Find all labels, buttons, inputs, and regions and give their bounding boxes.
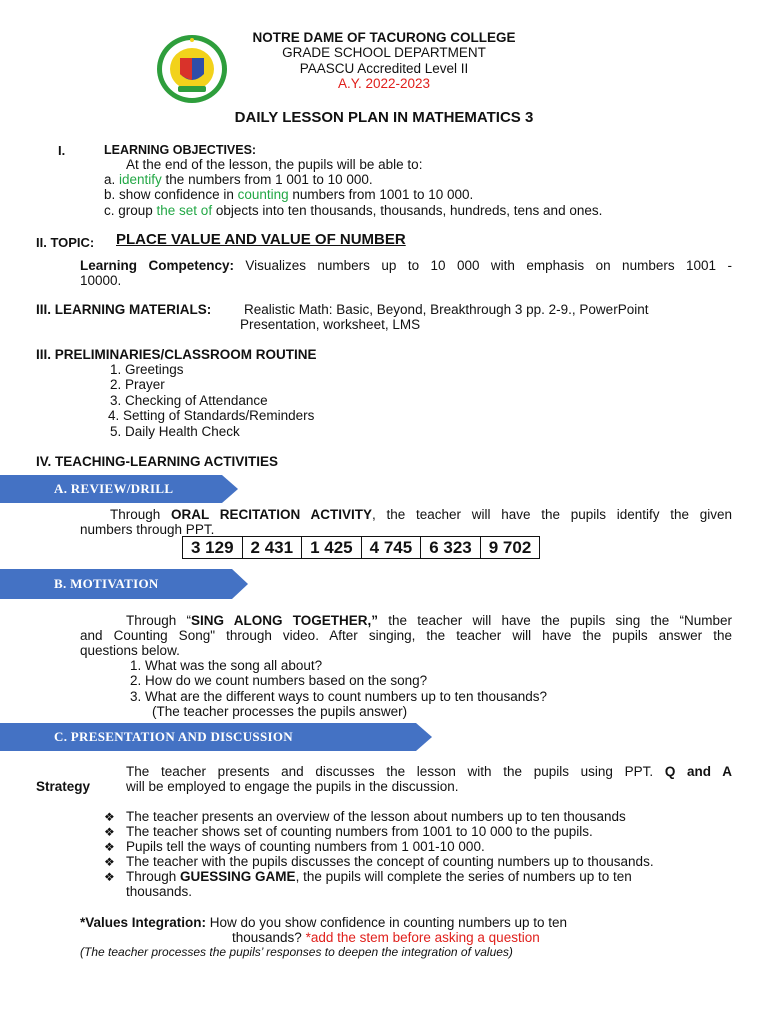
motivation-note: (The teacher processes the pupils answer) bbox=[152, 704, 408, 719]
presentation-bullet: The teacher presents an overview of the lesson about numbers up to ten thousands bbox=[126, 809, 626, 824]
review-number: 1 425 bbox=[302, 537, 362, 559]
materials-label: III. LEARNING MATERIALS: bbox=[36, 302, 212, 317]
values-integration-line2: thousands? *add the stem before asking a question bbox=[232, 930, 540, 945]
diamond-bullet-icon: ❖ bbox=[104, 825, 115, 839]
routine-item: 1. Greetings bbox=[110, 362, 184, 377]
routine-item: 4. Setting of Standards/Reminders bbox=[108, 408, 315, 423]
objectives-number: I. bbox=[58, 143, 66, 158]
presentation-bullet: The teacher with the pupils discusses the concept of counting numbers up to thousands. bbox=[126, 854, 654, 869]
review-number: 3 129 bbox=[183, 537, 243, 559]
review-text-line2: numbers through PPT. bbox=[80, 522, 215, 537]
motivation-text-line3: questions below. bbox=[80, 643, 180, 658]
diamond-bullet-icon: ❖ bbox=[104, 855, 115, 869]
review-number: 4 745 bbox=[361, 537, 421, 559]
review-text: Through ORAL RECITATION ACTIVITY, the teacher will have the pupils identify the given bbox=[110, 507, 732, 522]
topic-value: PLACE VALUE AND VALUE OF NUMBER bbox=[116, 231, 406, 248]
review-number: 9 702 bbox=[480, 537, 540, 559]
objectives-intro: At the end of the lesson, the pupils will be able to: bbox=[126, 157, 423, 172]
review-number: 6 323 bbox=[421, 537, 481, 559]
values-integration: *Values Integration: How do you show confidence in counting numbers up to ten bbox=[80, 915, 568, 930]
topic-label: II. TOPIC: bbox=[36, 235, 95, 250]
presentation-bullet: Pupils tell the ways of counting numbers from 1 001-10 000. bbox=[126, 839, 485, 854]
accreditation: PAASCU Accredited Level II bbox=[299, 61, 469, 76]
motivation-banner bbox=[0, 569, 248, 597]
review-banner-text: A. REVIEW/DRILL bbox=[54, 481, 174, 496]
competency-line2: 10000. bbox=[80, 273, 122, 288]
competency-line1: Learning Competency: Visualizes numbers up to 10 000 with emphasis on numbers 1001 - bbox=[80, 258, 732, 273]
presentation-banner-text: C. PRESENTATION AND DISCUSSION bbox=[54, 729, 293, 744]
motivation-text-line2: and Counting Song" through video. After singing, the teacher will have the pupils answer the bbox=[80, 628, 732, 643]
materials-line1: Realistic Math: Basic, Beyond, Breakthrough 3 pp. 2-9., PowerPoint bbox=[244, 302, 649, 317]
values-note: (The teacher processes the pupils’ responses to deepen the integration of values) bbox=[80, 945, 513, 959]
presentation-strategy-word: Strategy bbox=[36, 779, 91, 794]
diamond-bullet-icon: ❖ bbox=[104, 840, 115, 854]
presentation-banner bbox=[0, 723, 432, 751]
objective-c: c. group the set of objects into ten thousands, thousands, hundreds, tens and ones. bbox=[104, 203, 603, 218]
routine-item: 5. Daily Health Check bbox=[110, 424, 240, 439]
presentation-bullet: The teacher shows set of counting numbers from 1001 to 10 000 to the pupils. bbox=[126, 824, 593, 839]
review-banner bbox=[0, 475, 238, 503]
department: GRADE SCHOOL DEPARTMENT bbox=[282, 45, 486, 60]
review-numbers-table bbox=[182, 536, 540, 559]
presentation-text-line2: will be employed to engage the pupils in the discussion. bbox=[126, 779, 459, 794]
motivation-question: 3. What are the different ways to count numbers up to ten thousands? bbox=[130, 689, 548, 704]
diamond-bullet-icon: ❖ bbox=[104, 810, 115, 824]
motivation-text: Through “SING ALONG TOGETHER,” the teacher will have the pupils sing the “Number bbox=[126, 613, 733, 628]
preliminaries-label: III. PRELIMINARIES/CLASSROOM ROUTINE bbox=[36, 347, 317, 362]
diamond-bullet-icon: ❖ bbox=[104, 870, 115, 884]
objective-b: b. show confidence in counting numbers from 1001 to 10 000. bbox=[104, 187, 474, 202]
routine-item: 3. Checking of Attendance bbox=[110, 393, 268, 408]
presentation-bullet-line2: thousands. bbox=[126, 884, 193, 899]
materials-line2: Presentation, worksheet, LMS bbox=[240, 317, 421, 332]
motivation-question: 2. How do we count numbers based on the song? bbox=[130, 673, 428, 688]
routine-item: 2. Prayer bbox=[110, 377, 165, 392]
presentation-text: The teacher presents and discusses the lesson with the pupils using PPT. Q and A bbox=[126, 764, 732, 779]
objective-a: a. identify the numbers from 1 001 to 10 000. bbox=[104, 172, 373, 187]
objectives-heading: LEARNING OBJECTIVES: bbox=[104, 143, 257, 157]
motivation-question: 1. What was the song all about? bbox=[130, 658, 323, 673]
academic-year: A.Y. 2022-2023 bbox=[337, 76, 431, 91]
activities-label: IV. TEACHING-LEARNING ACTIVITIES bbox=[36, 454, 279, 469]
presentation-bullet: Through GUESSING GAME, the pupils will complete the series of numbers up to ten bbox=[126, 869, 632, 884]
school-name: NOTRE DAME OF TACURONG COLLEGE bbox=[252, 30, 516, 45]
page-title: DAILY LESSON PLAN IN MATHEMATICS 3 bbox=[234, 109, 534, 126]
review-number: 2 431 bbox=[242, 537, 302, 559]
motivation-banner-text: B. MOTIVATION bbox=[54, 576, 159, 591]
